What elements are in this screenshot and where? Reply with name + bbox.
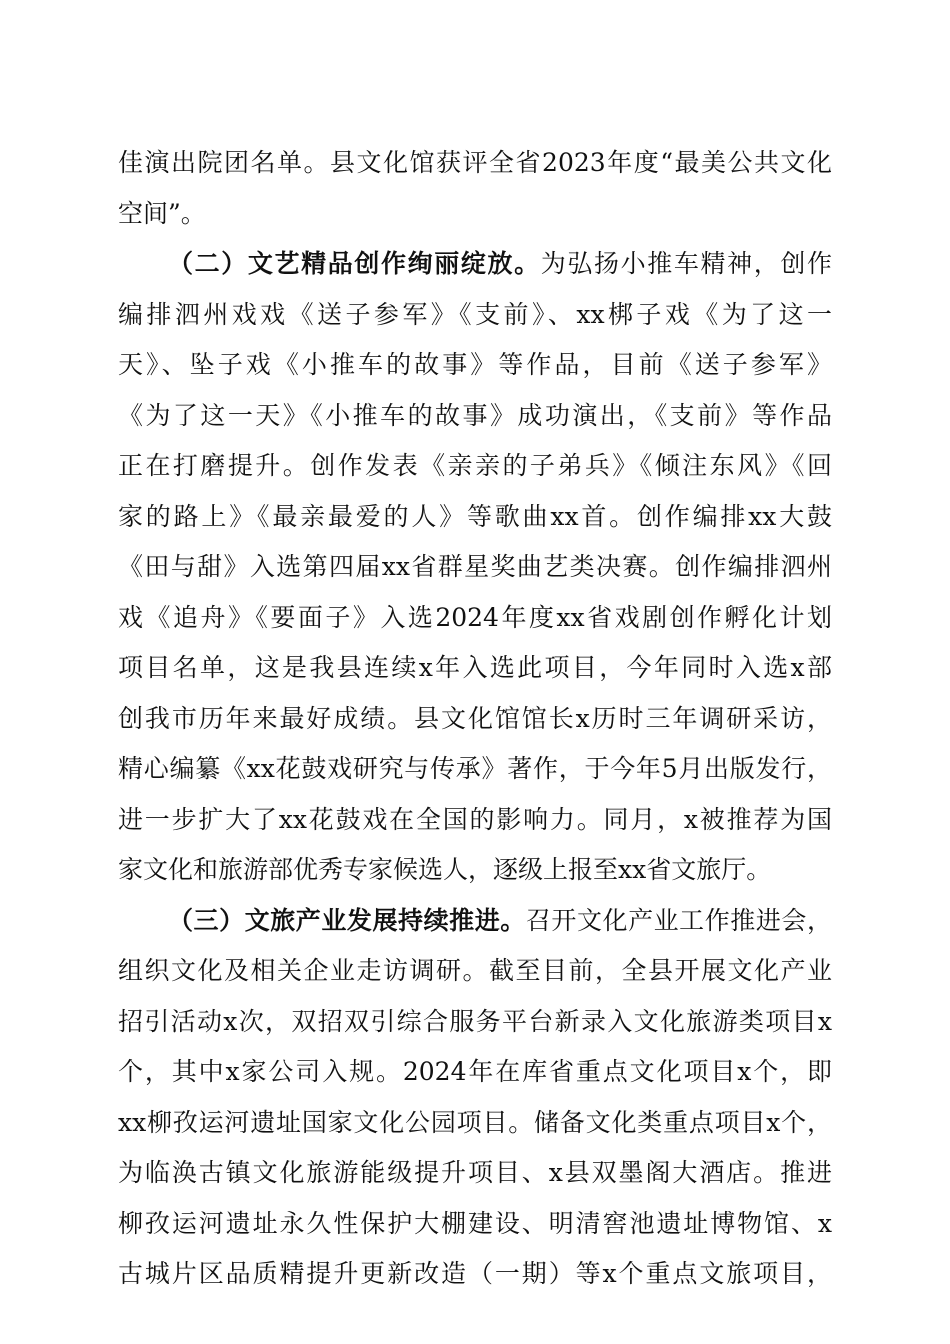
text-line: 古城片区品质精提升更新改造（一期）等x个重点文旅项目， bbox=[118, 1259, 832, 1288]
paragraph3-first-line bbox=[118, 896, 832, 947]
text-line: 招引活动x次，双招双引综合服务平台新录入文化旅游类项目x bbox=[118, 1006, 832, 1036]
paragraph2-line bbox=[118, 593, 832, 644]
text-line: 佳演出院团名单。县文化馆获评全省2023年度“最美公共文化 bbox=[118, 148, 832, 177]
text-run: 召开文化产业工作推进会， bbox=[525, 905, 832, 935]
text-line: 个，其中x家公司入规。2024年在库省重点文化项目x个，即 bbox=[118, 1057, 832, 1086]
paragraph3-line bbox=[118, 997, 832, 1048]
text-line: 天》、坠子戏《小推车的故事》等作品，目前《送子参军》 bbox=[118, 350, 832, 379]
paragraph2-line bbox=[118, 391, 832, 442]
text-line: 家的路上》《最亲最爱的人》等歌曲xx首。创作编排xx大鼓 bbox=[118, 501, 832, 531]
paragraph2-line bbox=[118, 795, 832, 846]
document-body bbox=[118, 138, 832, 1300]
section-heading-2: （二）文艺精品创作绚丽绽放。 bbox=[168, 249, 541, 278]
text-line: 精心编纂《xx花鼓戏研究与传承》著作，于今年5月出版发行， bbox=[118, 754, 832, 783]
text-line: 柳孜运河遗址永久性保护大棚建设、明清窖池遗址博物馆、x bbox=[118, 1208, 832, 1238]
text-line: 进一步扩大了xx花鼓戏在全国的影响力。同月，x被推荐为国 bbox=[118, 804, 832, 834]
text-line: 空间”。 bbox=[118, 198, 206, 228]
paragraph3-line bbox=[118, 1199, 832, 1250]
paragraph1-line-1 bbox=[118, 138, 832, 189]
text-line: 为临涣古镇文化旅游能级提升项目、x县双墨阁大酒店。推进 bbox=[118, 1158, 832, 1187]
paragraph3-line bbox=[118, 1249, 832, 1300]
paragraph3-line bbox=[118, 1047, 832, 1098]
paragraph1-line-2 bbox=[118, 189, 832, 240]
paragraph2-line bbox=[118, 441, 832, 492]
text-line: xx柳孜运河遗址国家文化公园项目。储备文化类重点项目x个， bbox=[118, 1107, 832, 1137]
text-line: 《田与甜》入选第四届xx省群星奖曲艺类决赛。创作编排泗州 bbox=[118, 552, 832, 581]
paragraph2-line bbox=[118, 542, 832, 593]
text-line: 编排泗州戏戏《送子参军》《支前》、xx梆子戏《为了这一 bbox=[118, 299, 832, 329]
paragraph3-line bbox=[118, 1148, 832, 1199]
text-line: 《为了这一天》《小推车的故事》成功演出，《支前》等作品 bbox=[118, 400, 832, 430]
paragraph2-line bbox=[118, 643, 832, 694]
paragraph2-line bbox=[118, 845, 832, 896]
paragraph3-line bbox=[118, 946, 832, 997]
section-heading-3: （三）文旅产业发展持续推进。 bbox=[168, 905, 526, 935]
text-line: 戏《追舟》《要面子》入选2024年度xx省戏剧创作孵化计划 bbox=[118, 602, 832, 632]
paragraph2-line bbox=[118, 340, 832, 391]
paragraph2-line bbox=[118, 744, 832, 795]
text-run: 为弘扬小推车精神，创作 bbox=[540, 249, 832, 278]
text-line: 家文化和旅游部优秀专家候选人，逐级上报至xx省文旅厅。 bbox=[118, 855, 772, 884]
paragraph2-line bbox=[118, 290, 832, 341]
paragraph2-line bbox=[118, 694, 832, 745]
text-line: 组织文化及相关企业走访调研。截至目前，全县开展文化产业 bbox=[118, 956, 832, 985]
text-line: 正在打磨提升。创作发表《亲亲的子弟兵》《倾注东风》《回 bbox=[118, 451, 832, 480]
paragraph2-line bbox=[118, 492, 832, 543]
text-line: 创我市历年来最好成绩。县文化馆馆长x历时三年调研采访， bbox=[118, 703, 832, 733]
paragraph2-line-1 bbox=[118, 239, 832, 290]
text-line: 项目名单，这是我县连续x年入选此项目，今年同时入选x部 bbox=[118, 653, 832, 682]
paragraph3-line bbox=[118, 1098, 832, 1149]
paragraph2-first-line bbox=[118, 239, 832, 290]
paragraph3-line-1 bbox=[118, 896, 832, 947]
